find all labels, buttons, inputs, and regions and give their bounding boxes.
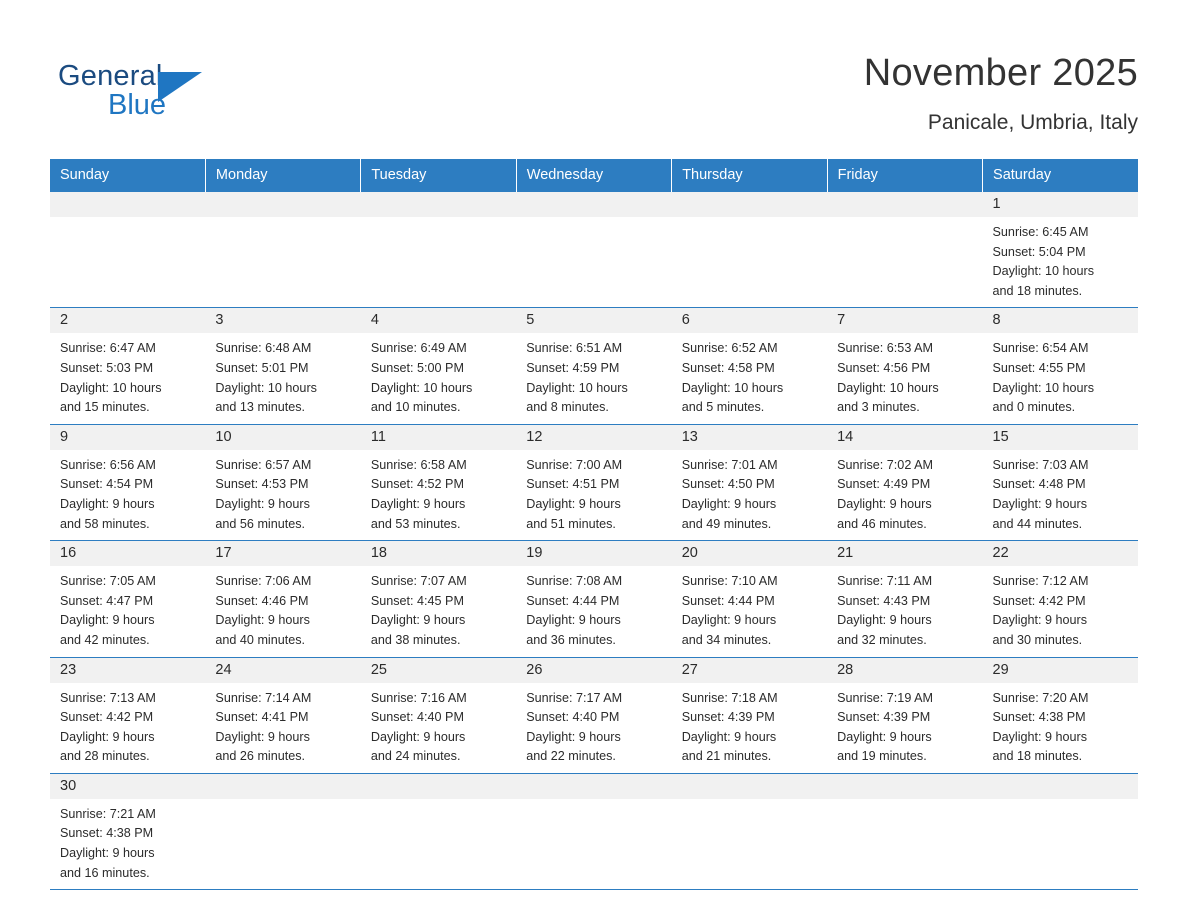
day-sun-info (361, 333, 516, 423)
location-subtitle: Panicale, Umbria, Italy (927, 111, 1138, 134)
day-info-line: and 40 minutes. (215, 632, 306, 647)
calendar-empty-cell (361, 192, 516, 308)
calendar-day-cell (983, 308, 1138, 424)
day-number: 7 (827, 308, 982, 333)
calendar-empty-cell (205, 773, 360, 889)
day-number: 13 (672, 425, 827, 450)
day-sun-info (361, 683, 516, 773)
day-info-line: Sunrise: 7:16 AM (370, 690, 467, 705)
day-info-line: Daylight: 9 hours (60, 729, 155, 744)
day-number (361, 774, 516, 799)
day-number: 20 (672, 541, 827, 566)
title-block (438, 50, 1138, 136)
day-info-line: Sunset: 4:41 PM (215, 710, 309, 725)
calendar-day-cell (516, 657, 671, 773)
day-number: 22 (983, 541, 1138, 566)
day-number (50, 192, 205, 217)
day-info-line: and 30 minutes. (992, 632, 1083, 647)
day-info-line: Sunrise: 7:11 AM (837, 574, 933, 589)
day-number (983, 774, 1138, 799)
day-info-line: Daylight: 9 hours (215, 496, 310, 511)
calendar-empty-cell (983, 773, 1138, 889)
day-number (205, 774, 360, 799)
day-info-line: Sunset: 4:55 PM (992, 360, 1086, 375)
day-info-line: Sunset: 4:52 PM (370, 477, 464, 492)
day-number: 3 (205, 308, 360, 333)
day-info-line: Sunset: 5:00 PM (370, 360, 464, 375)
day-info-line: Sunset: 4:39 PM (681, 710, 775, 725)
day-info-line: Daylight: 9 hours (681, 496, 777, 511)
day-info-line: Daylight: 9 hours (992, 496, 1088, 511)
day-info-line: Sunset: 4:39 PM (837, 710, 931, 725)
logo-text-general: General (58, 60, 163, 92)
day-info-line: Sunset: 4:47 PM (60, 593, 154, 608)
day-info-line: and 18 minutes. (992, 749, 1083, 764)
day-info-line: Sunset: 4:38 PM (992, 710, 1086, 725)
weekday-header-row (50, 159, 1138, 192)
day-info-line: Sunset: 4:49 PM (837, 477, 931, 492)
calendar-day-cell (672, 424, 827, 540)
calendar-week-row (50, 657, 1138, 773)
day-sun-info (516, 683, 671, 773)
day-sun-info (516, 566, 671, 656)
calendar-day-cell (50, 657, 205, 773)
day-info-line: Sunset: 5:01 PM (215, 360, 309, 375)
day-info-line: Sunset: 4:38 PM (60, 826, 154, 841)
day-info-line: Sunrise: 6:48 AM (215, 341, 312, 356)
day-sun-info (672, 683, 827, 773)
day-info-line: and 13 minutes. (215, 400, 306, 415)
day-number: 17 (205, 541, 360, 566)
day-info-line: Daylight: 9 hours (60, 496, 155, 511)
day-sun-info (983, 450, 1138, 540)
day-info-line: and 58 minutes. (60, 516, 150, 531)
calendar-day-cell (983, 424, 1138, 540)
day-info-line: Sunrise: 7:00 AM (526, 457, 623, 472)
day-info-line: Sunrise: 6:45 AM (992, 225, 1089, 239)
day-info-line: Daylight: 9 hours (526, 613, 621, 628)
calendar-day-cell (827, 424, 982, 540)
day-info-line: Daylight: 9 hours (837, 496, 932, 511)
calendar-day-cell (672, 308, 827, 424)
day-number: 28 (827, 658, 982, 683)
calendar-day-cell (205, 541, 360, 657)
day-number: 21 (827, 541, 982, 566)
day-info-line: Sunset: 4:44 PM (526, 593, 620, 608)
calendar-day-cell (361, 308, 516, 424)
day-info-line: Daylight: 9 hours (370, 729, 466, 744)
day-info-line: Sunset: 5:04 PM (992, 244, 1086, 259)
day-info-line: Daylight: 9 hours (526, 496, 621, 511)
calendar-day-cell (205, 657, 360, 773)
day-info-line: Sunrise: 7:06 AM (215, 574, 312, 589)
calendar-week-row (50, 192, 1138, 308)
day-sun-info (50, 799, 205, 889)
calendar-empty-cell (50, 192, 205, 308)
day-number (827, 774, 982, 799)
calendar-empty-cell (827, 773, 982, 889)
day-number: 11 (361, 425, 516, 450)
day-info-line: Sunrise: 7:19 AM (837, 690, 934, 705)
day-sun-info (205, 566, 360, 656)
day-info-line: Sunset: 4:46 PM (215, 593, 309, 608)
day-info-line: and 51 minutes. (526, 516, 616, 531)
day-info-line: Sunrise: 6:52 AM (681, 341, 778, 356)
day-number: 29 (983, 658, 1138, 683)
day-number: 19 (516, 541, 671, 566)
weekday-header-wednesday: Wednesday (516, 159, 671, 192)
day-info-line: and 49 minutes. (681, 516, 772, 531)
day-info-line: Sunrise: 6:53 AM (837, 341, 934, 356)
day-info-line: Sunset: 4:53 PM (215, 477, 309, 492)
day-info-line: Sunset: 5:03 PM (60, 360, 154, 375)
day-info-line: and 3 minutes. (837, 400, 920, 415)
day-info-line: and 21 minutes. (681, 749, 772, 764)
day-number: 2 (50, 308, 205, 333)
day-info-line: Sunset: 4:56 PM (837, 360, 931, 375)
day-info-line: Sunrise: 6:56 AM (60, 457, 156, 472)
calendar-empty-cell (672, 192, 827, 308)
day-number: 10 (205, 425, 360, 450)
day-number: 26 (516, 658, 671, 683)
day-info-line: Daylight: 10 hours (681, 380, 784, 395)
day-sun-info (361, 450, 516, 540)
calendar-day-cell (516, 541, 671, 657)
day-number: 14 (827, 425, 982, 450)
day-info-line: Daylight: 9 hours (681, 729, 777, 744)
day-info-line: Daylight: 9 hours (370, 613, 466, 628)
day-info-line: Sunset: 4:43 PM (837, 593, 931, 608)
day-sun-info (205, 333, 360, 423)
weekday-header-saturday: Saturday (983, 159, 1138, 192)
day-info-line: and 36 minutes. (526, 632, 616, 647)
day-info-line: and 34 minutes. (681, 632, 772, 647)
day-info-line: Sunset: 4:54 PM (60, 477, 154, 492)
calendar-day-cell (672, 541, 827, 657)
day-info-line: Daylight: 10 hours (370, 380, 473, 395)
day-sun-info (516, 333, 671, 423)
calendar-day-cell (516, 308, 671, 424)
day-info-line: Sunset: 4:42 PM (992, 593, 1086, 608)
calendar-table (50, 159, 1138, 890)
day-info-line: Daylight: 10 hours (992, 264, 1095, 279)
day-sun-info (827, 683, 982, 773)
day-number: 4 (361, 308, 516, 333)
day-info-line: Sunrise: 7:01 AM (681, 457, 778, 472)
day-number (361, 192, 516, 217)
day-info-line: Sunset: 4:44 PM (681, 593, 775, 608)
calendar-day-cell (361, 424, 516, 540)
day-sun-info (50, 450, 205, 540)
calendar-week-row (50, 308, 1138, 424)
day-number: 8 (983, 308, 1138, 333)
calendar-day-cell (983, 192, 1138, 308)
day-info-line: and 56 minutes. (215, 516, 306, 531)
day-number (827, 192, 982, 217)
day-info-line: Sunrise: 6:58 AM (370, 457, 467, 472)
weekday-header-tuesday: Tuesday (361, 159, 516, 192)
day-info-line: Sunrise: 6:54 AM (992, 341, 1089, 356)
day-info-line: and 15 minutes. (60, 400, 150, 415)
calendar-week-row (50, 424, 1138, 540)
day-info-line: and 19 minutes. (837, 749, 927, 764)
day-sun-info (983, 683, 1138, 773)
day-info-line: Daylight: 9 hours (837, 729, 932, 744)
day-info-line: Sunset: 4:59 PM (526, 360, 620, 375)
day-number: 6 (672, 308, 827, 333)
day-number: 5 (516, 308, 671, 333)
day-number: 24 (205, 658, 360, 683)
calendar-day-cell (50, 424, 205, 540)
day-info-line: and 46 minutes. (837, 516, 927, 531)
day-info-line: Daylight: 10 hours (526, 380, 628, 395)
calendar-empty-cell (361, 773, 516, 889)
day-sun-info (361, 566, 516, 656)
calendar-day-cell (361, 541, 516, 657)
day-info-line: Sunset: 4:48 PM (992, 477, 1086, 492)
calendar-day-cell (205, 308, 360, 424)
calendar-week-row (50, 541, 1138, 657)
day-info-line: and 32 minutes. (837, 632, 927, 647)
calendar-day-cell (50, 773, 205, 889)
day-sun-info (205, 683, 360, 773)
day-number (205, 192, 360, 217)
day-info-line: Sunset: 4:45 PM (370, 593, 464, 608)
day-number (516, 774, 671, 799)
day-info-line: Sunset: 4:50 PM (681, 477, 775, 492)
day-sun-info (827, 333, 982, 423)
day-info-line: Daylight: 9 hours (992, 729, 1088, 744)
day-info-line: Sunrise: 7:03 AM (992, 457, 1089, 472)
day-info-line: Sunset: 4:51 PM (526, 477, 620, 492)
day-sun-info (672, 566, 827, 656)
logo-text-blue: Blue (108, 89, 167, 121)
day-sun-info (983, 217, 1138, 307)
day-info-line: and 38 minutes. (370, 632, 461, 647)
general-blue-logo (58, 60, 318, 120)
day-number (672, 774, 827, 799)
day-info-line: and 24 minutes. (370, 749, 461, 764)
day-info-line: Sunrise: 7:21 AM (60, 806, 156, 821)
calendar-empty-cell (516, 773, 671, 889)
day-sun-info (205, 450, 360, 540)
day-info-line: Sunrise: 7:20 AM (992, 690, 1089, 705)
day-info-line: Daylight: 9 hours (60, 846, 155, 861)
day-info-line: and 0 minutes. (992, 400, 1076, 415)
day-info-line: Sunrise: 7:07 AM (370, 574, 467, 589)
day-info-line: Sunrise: 7:14 AM (215, 690, 312, 705)
day-info-line: and 42 minutes. (60, 632, 150, 647)
calendar-day-cell (516, 424, 671, 540)
day-number (516, 192, 671, 217)
calendar-day-cell (983, 657, 1138, 773)
day-sun-info (516, 450, 671, 540)
day-info-line: Sunrise: 7:10 AM (681, 574, 778, 589)
day-info-line: and 16 minutes. (60, 865, 150, 880)
day-info-line: Daylight: 9 hours (215, 613, 310, 628)
logo-triangle-icon (158, 72, 202, 102)
day-info-line: Sunrise: 7:08 AM (526, 574, 623, 589)
day-info-line: Daylight: 10 hours (60, 380, 162, 395)
day-info-line: Daylight: 10 hours (837, 380, 939, 395)
day-sun-info (50, 683, 205, 773)
calendar-day-cell (983, 541, 1138, 657)
day-info-line: Sunrise: 6:49 AM (370, 341, 467, 356)
day-number: 15 (983, 425, 1138, 450)
day-sun-info (827, 450, 982, 540)
calendar-day-cell (50, 541, 205, 657)
day-info-line: and 44 minutes. (992, 516, 1083, 531)
weekday-header-friday: Friday (827, 159, 982, 192)
day-number: 25 (361, 658, 516, 683)
calendar-week-row (50, 773, 1138, 889)
day-info-line: Sunrise: 7:05 AM (60, 574, 156, 589)
day-info-line: Sunrise: 7:17 AM (526, 690, 623, 705)
day-info-line: Daylight: 10 hours (215, 380, 317, 395)
day-info-line: Daylight: 9 hours (215, 729, 310, 744)
day-info-line: and 53 minutes. (370, 516, 461, 531)
day-number: 9 (50, 425, 205, 450)
day-sun-info (672, 450, 827, 540)
day-sun-info (50, 566, 205, 656)
day-info-line: Daylight: 9 hours (60, 613, 155, 628)
page-header (50, 50, 1138, 150)
weekday-header-sunday: Sunday (50, 159, 205, 192)
day-info-line: and 26 minutes. (215, 749, 306, 764)
day-number: 18 (361, 541, 516, 566)
day-sun-info (827, 566, 982, 656)
day-info-line: Sunrise: 7:13 AM (60, 690, 156, 705)
day-info-line: Sunrise: 7:02 AM (837, 457, 934, 472)
day-sun-info (672, 333, 827, 423)
calendar-day-cell (50, 308, 205, 424)
weekday-header-monday: Monday (205, 159, 360, 192)
calendar-day-cell (827, 657, 982, 773)
day-number: 30 (50, 774, 205, 799)
day-number (672, 192, 827, 217)
day-info-line: Daylight: 10 hours (992, 380, 1095, 395)
day-number: 16 (50, 541, 205, 566)
day-info-line: and 8 minutes. (526, 400, 609, 415)
page-title: November 2025 (863, 52, 1138, 94)
day-info-line: Daylight: 9 hours (992, 613, 1088, 628)
day-info-line: and 10 minutes. (370, 400, 461, 415)
day-info-line: and 28 minutes. (60, 749, 150, 764)
calendar-day-cell (827, 308, 982, 424)
calendar-day-cell (361, 657, 516, 773)
day-info-line: and 18 minutes. (992, 283, 1083, 298)
day-sun-info (983, 333, 1138, 423)
day-info-line: Daylight: 9 hours (370, 496, 466, 511)
calendar-day-cell (827, 541, 982, 657)
day-sun-info (50, 333, 205, 423)
calendar-empty-cell (516, 192, 671, 308)
day-info-line: and 5 minutes. (681, 400, 765, 415)
day-info-line: Sunrise: 6:51 AM (526, 341, 623, 356)
calendar-day-cell (205, 424, 360, 540)
day-sun-info (983, 566, 1138, 656)
calendar-empty-cell (205, 192, 360, 308)
day-info-line: Sunrise: 6:57 AM (215, 457, 312, 472)
day-info-line: Sunset: 4:42 PM (60, 710, 154, 725)
day-info-line: Daylight: 9 hours (526, 729, 621, 744)
day-info-line: Sunset: 4:40 PM (526, 710, 620, 725)
day-info-line: Daylight: 9 hours (681, 613, 777, 628)
day-number: 12 (516, 425, 671, 450)
day-info-line: Sunset: 4:58 PM (681, 360, 775, 375)
day-number: 27 (672, 658, 827, 683)
day-info-line: and 22 minutes. (526, 749, 616, 764)
day-info-line: Daylight: 9 hours (837, 613, 932, 628)
day-info-line: Sunrise: 7:18 AM (681, 690, 778, 705)
day-number: 1 (983, 192, 1138, 217)
weekday-header-thursday: Thursday (672, 159, 827, 192)
calendar-day-cell (672, 657, 827, 773)
day-info-line: Sunrise: 6:47 AM (60, 341, 156, 356)
calendar-empty-cell (672, 773, 827, 889)
day-info-line: Sunset: 4:40 PM (370, 710, 464, 725)
day-info-line: Sunrise: 7:12 AM (992, 574, 1089, 589)
calendar-empty-cell (827, 192, 982, 308)
day-number: 23 (50, 658, 205, 683)
